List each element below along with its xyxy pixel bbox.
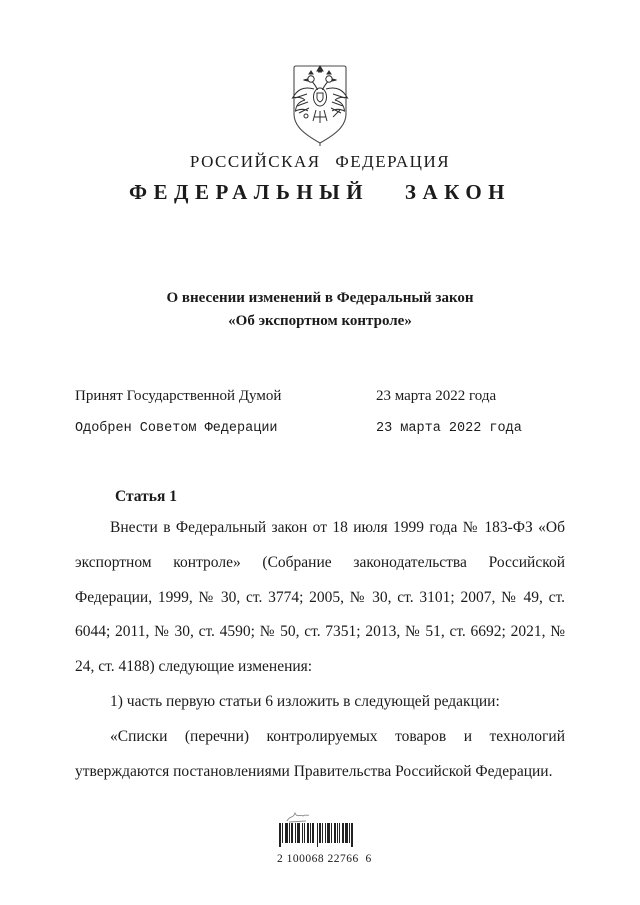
body-paragraph: «Списки (перечни) контролируемых товаров и технологий утверждаются постановлениями Правительства Российской Федерации. (75, 727, 565, 780)
law-title-line1: О внесении изменений в Федеральный закон (166, 290, 474, 306)
article-body (75, 511, 565, 789)
handwritten-mark-icon (285, 810, 311, 823)
barcode (277, 810, 372, 865)
adopted-by-duma-date: 23 марта 2022 года (376, 388, 497, 404)
russian-coat-of-arms-icon (285, 63, 355, 152)
body-paragraph: Внести в Федеральный закон от 18 июля 1999 года № 183-ФЗ «Об экспортном контроле» (Собрание законодательства Российской Федерации, 1999, № 30, ст. 3774; 2005, № 30, ст. 3101; 2007, № 49, ст. 6044; 2011, № 30, ст. 4590; № 50, ст. 7351; 2013, № 51, ст. 6692; 2021, № 24, ст. 4188) следующие изменения: (75, 519, 565, 676)
barcode-number: 2 100068 22766 6 (277, 853, 372, 865)
barcode-bars (278, 823, 362, 847)
law-title-line2: «Об экспортном контроле» (228, 313, 412, 329)
doc-type-heading: ФЕДЕРАЛЬНЫЙ ЗАКОН (129, 180, 511, 204)
approved-by-federation-row (75, 421, 565, 436)
approved-by-federation-label: Одобрен Советом Федерации (75, 421, 278, 436)
adopted-by-duma-label: Принят Государственной Думой (75, 388, 282, 404)
body-paragraph: 1) часть первую статьи 6 изложить в следующей редакции: (110, 692, 500, 710)
adopted-by-duma-row (75, 388, 565, 405)
approved-by-federation-date: 23 марта 2022 года (376, 421, 522, 436)
article-heading: Статья 1 (115, 488, 177, 505)
country-heading: РОССИЙСКАЯ ФЕДЕРАЦИЯ (189, 152, 451, 171)
law-title (0, 287, 640, 333)
